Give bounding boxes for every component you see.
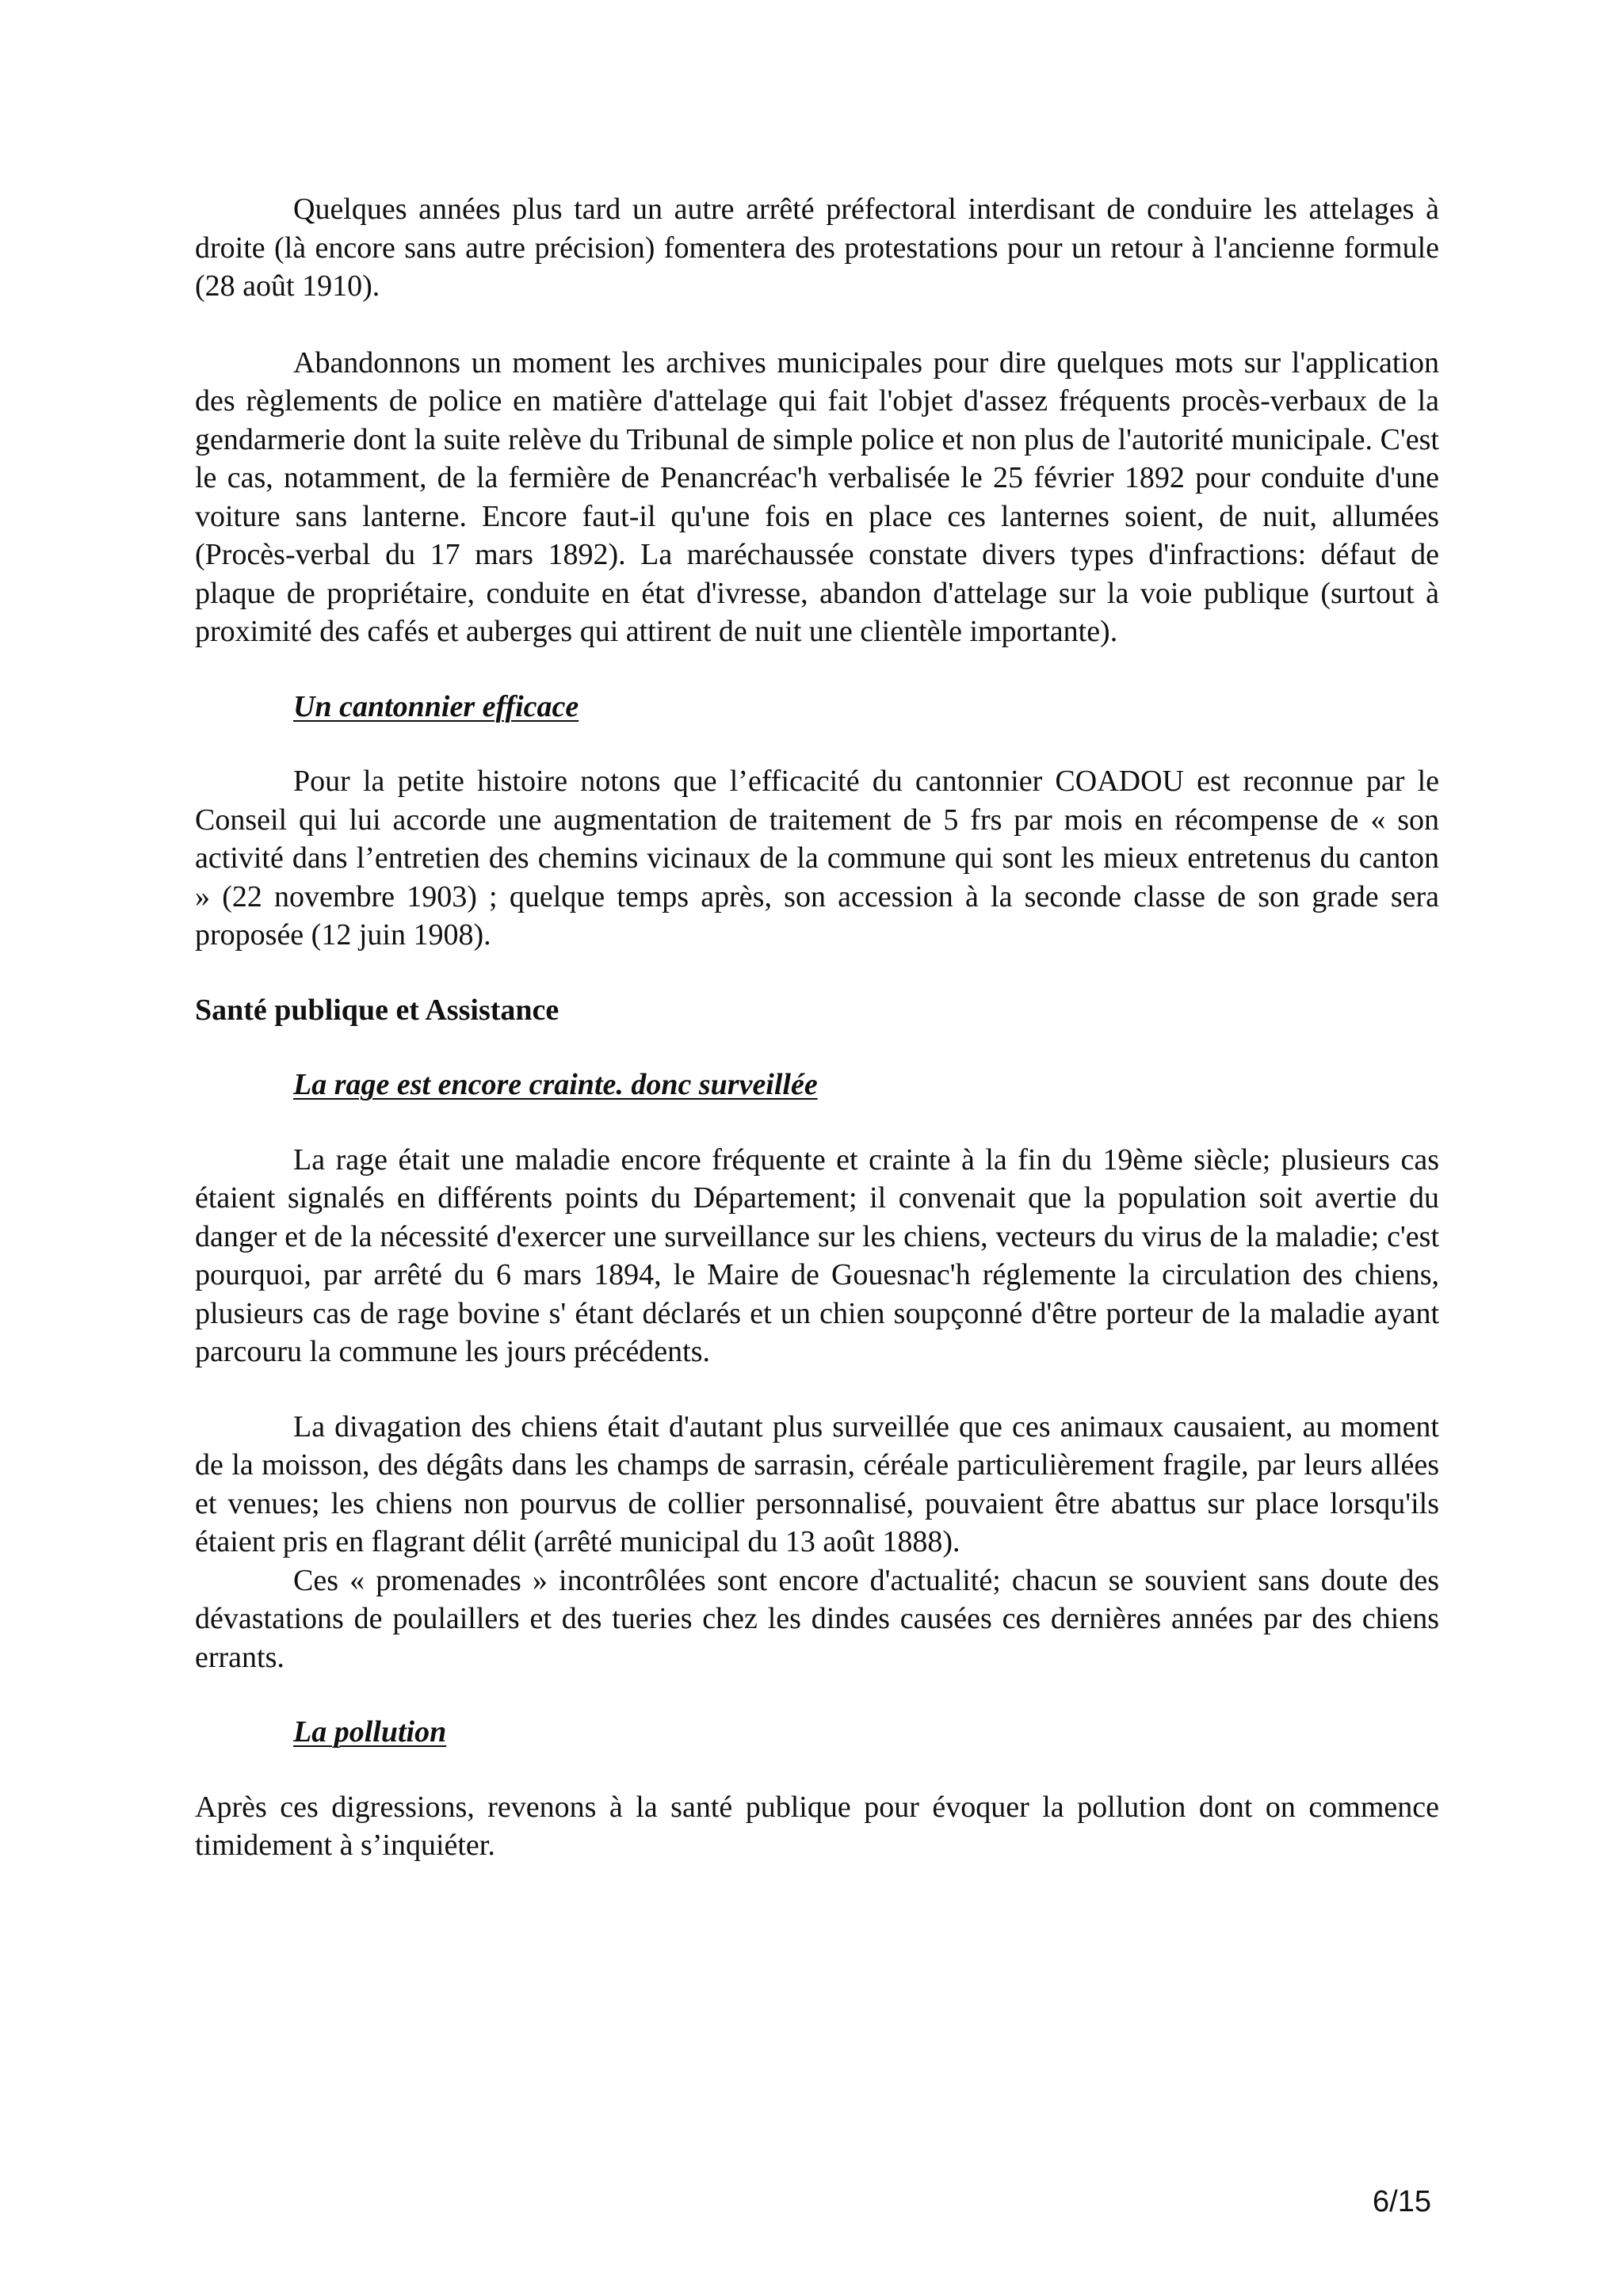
page-number: 6/15 — [1373, 2185, 1431, 2218]
paragraph-attelages-droite: Quelques années plus tard un autre arrêté préfectoral interdisant de conduire les attelages à droite (là encore sans autre précision) fomentera des protestations pour un retour à l'ancienne formule (28 août 1910). — [195, 193, 1439, 303]
subheading-pollution: La pollution — [293, 1715, 447, 1749]
subheading-cantonnier: Un cantonnier efficace — [293, 689, 579, 723]
subheading-rage: La rage est encore crainte. donc surveillée — [293, 1068, 818, 1101]
paragraph-reglements-police: Abandonnons un moment les archives municipales pour dire quelques mots sur l'application des règlements de police en matière d'attelage qui fait l'objet d'assez fréquents procès-verbaux de la gendarmerie dont la suite relève du Tribunal de simple police et non plus de l'autorité municipale. C'est le cas, notamment, de la fermière de Penancréac'h verbalisée le 25 février 1892 pour conduite d'une voiture sans lanterne. Encore faut-il qu'une fois en place ces lanternes soient, de nuit, allumées (Procès-verbal du 17 mars 1892). La maréchaussée constate divers types d'infractions: défaut de plaque de propriétaire, conduite en état d'ivresse, abandon d'attelage sur la voie publique (surtout à proximité des cafés et auberges qui attirent de nuit une clientèle importante). — [195, 345, 1439, 648]
document-body — [195, 190, 1439, 1865]
paragraph-cantonnier-coadou: Pour la petite histoire notons que l’efficacité du cantonnier COADOU est reconnue par le Conseil qui lui accorde une augmentation de traitement de 5 frs par mois en récompense de « son activité dans l’entretien des chemins vicinaux de la commune qui sont les mieux entretenus du canton » (22 novembre 1903) ; quelque temps après, son accession à la seconde classe de son grade sera proposée (12 juin 1908). — [195, 765, 1439, 952]
paragraph-rage: La rage était une maladie encore fréquente et crainte à la fin du 19ème siècle; plusieurs cas étaient signalés en différents points du Département; il convenait que la population soit avertie du danger et de la nécessité d'exercer une surveillance sur les chiens, vecteurs du virus de la maladie; c'est pourquoi, par arrêté du 6 mars 1894, le Maire de Gouesnac'h réglemente la circulation des chiens, plusieurs cas de rage bovine s' étant déclarés et un chien soupçonné d'être porteur de la maladie ayant parcouru la commune les jours précédents. — [195, 1142, 1439, 1368]
section-title-sante-publique: Santé publique et Assistance — [195, 993, 559, 1027]
paragraph-divagation-chiens: La divagation des chiens était d'autant plus surveillée que ces animaux causaient, au moment de la moisson, des dégâts dans les champs de sarrasin, céréale particulièrement fragile, par leurs allées et venues; les chiens non pourvus de collier personnalisé, pouvaient être abattus sur place lorsqu'ils étaient pris en flagrant délit (arrêté municipal du 13 août 1888). — [195, 1409, 1439, 1558]
paragraph-promenades: Ces « promenades » incontrôlées sont encore d'actualité; chacun se souvient sans doute des dévastations de poulaillers et des tueries chez les dindes causées ces dernières années par des chiens errants. — [195, 1563, 1439, 1674]
paragraph-pollution: Après ces digressions, revenons à la santé publique pour évoquer la pollution dont on commence timidement à s’inquiéter. — [195, 1790, 1439, 1862]
